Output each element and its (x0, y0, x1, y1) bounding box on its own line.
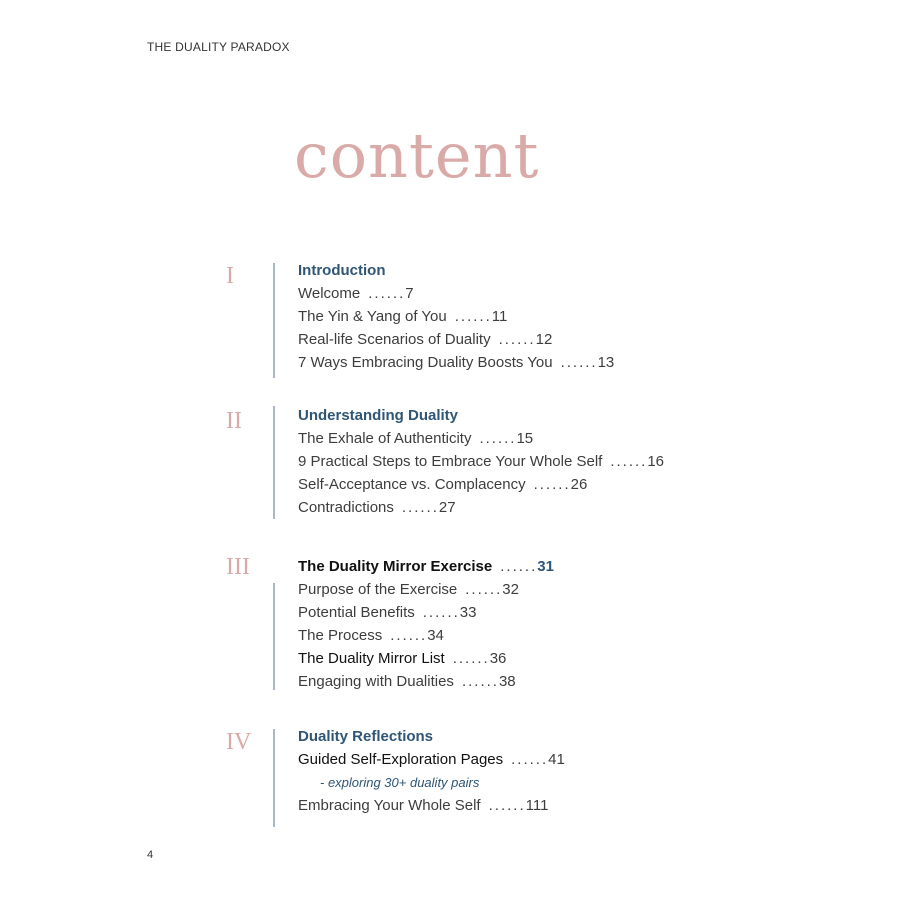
leader-dots: ...... (479, 430, 517, 447)
leader-dots: ...... (368, 285, 406, 302)
section-numeral: IV (226, 729, 252, 755)
page-number: 26 (570, 476, 588, 493)
leader-dots: ...... (422, 604, 460, 621)
page-number: 111 (525, 797, 549, 814)
section-rule (273, 729, 275, 827)
page-number: 33 (459, 604, 477, 621)
section-numeral: I (226, 263, 234, 289)
page-number: 15 (516, 430, 534, 447)
toc-entry[interactable] (298, 670, 554, 693)
page-number: 27 (438, 499, 456, 516)
toc-entry[interactable] (298, 351, 614, 374)
entry-label: Welcome (298, 285, 361, 302)
leader-dots: ...... (500, 558, 538, 575)
toc-entry[interactable] (298, 282, 614, 305)
toc-entry[interactable] (298, 647, 554, 670)
entry-label: The Exhale of Authenticity (298, 430, 472, 447)
leader-dots: ...... (533, 476, 571, 493)
toc-entry-chapter[interactable] (298, 555, 554, 578)
section-heading[interactable]: Understanding Duality (298, 407, 459, 424)
entry-label: Purpose of the Exercise (298, 581, 458, 598)
section-rule (273, 583, 275, 690)
toc-entry[interactable] (298, 496, 664, 519)
entry-label: 9 Practical Steps to Embrace Your Whole Self (298, 453, 603, 470)
page-number: 11 (491, 308, 508, 325)
entry-label: Potential Benefits (298, 604, 415, 621)
toc-entry[interactable] (298, 473, 664, 496)
section-numeral: III (226, 554, 250, 580)
leader-dots: ...... (390, 627, 428, 644)
page-number: 32 (502, 581, 519, 598)
entry-label: The Process (298, 627, 383, 644)
leader-dots: ...... (401, 499, 439, 516)
page-number: 38 (498, 673, 516, 690)
page-number: 36 (489, 650, 507, 667)
running-header: THE DUALITY PARADOX (147, 40, 290, 54)
page-number: 16 (647, 453, 665, 470)
leader-dots: ...... (610, 453, 648, 470)
entry-label: Guided Self-Exploration Pages (298, 751, 504, 768)
entry-label: Self-Acceptance vs. Complacency (298, 476, 526, 493)
leader-dots: ...... (465, 581, 503, 598)
entry-label: The Duality Mirror Exercise (298, 558, 493, 575)
leader-dots: ...... (452, 650, 490, 667)
page-number: 34 (427, 627, 444, 644)
section-rule (273, 263, 275, 378)
entry-label: Engaging with Dualities (298, 673, 454, 690)
page-number: 13 (597, 354, 615, 371)
entry-label: Embracing Your Whole Self (298, 797, 481, 814)
toc-entry[interactable] (298, 748, 565, 771)
leader-dots: ...... (498, 331, 536, 348)
section-rule (273, 406, 275, 519)
toc-entry[interactable] (298, 578, 554, 601)
page-folio: 4 (147, 849, 154, 861)
page-number: 41 (548, 751, 565, 768)
entry-label: Real-life Scenarios of Duality (298, 331, 491, 348)
entry-label: The Yin & Yang of You (298, 308, 447, 325)
page-number: 12 (535, 331, 553, 348)
leader-dots: ...... (488, 797, 526, 814)
toc-entry[interactable] (298, 450, 664, 473)
toc-entry[interactable] (298, 305, 614, 328)
leader-dots: ...... (511, 751, 549, 768)
leader-dots: ...... (461, 673, 499, 690)
entry-label: 7 Ways Embracing Duality Boosts You (298, 354, 553, 371)
toc-entry[interactable] (298, 328, 614, 351)
toc-entry[interactable] (298, 427, 664, 450)
section-heading[interactable]: Introduction (298, 262, 386, 279)
entry-label: Contradictions (298, 499, 394, 516)
entry-label: The Duality Mirror List (298, 650, 445, 667)
entry-subnote: - exploring 30+ duality pairs (320, 775, 480, 790)
leader-dots: ...... (560, 354, 598, 371)
page-number: 7 (405, 285, 414, 302)
section-heading[interactable]: Duality Reflections (298, 728, 434, 745)
section-numeral: II (226, 408, 242, 434)
toc-entry[interactable] (298, 601, 554, 624)
page-number: 31 (537, 558, 554, 575)
toc-entry[interactable] (298, 794, 565, 817)
leader-dots: ...... (454, 308, 492, 325)
page-title: content (294, 119, 540, 192)
toc-entry[interactable] (298, 624, 554, 647)
